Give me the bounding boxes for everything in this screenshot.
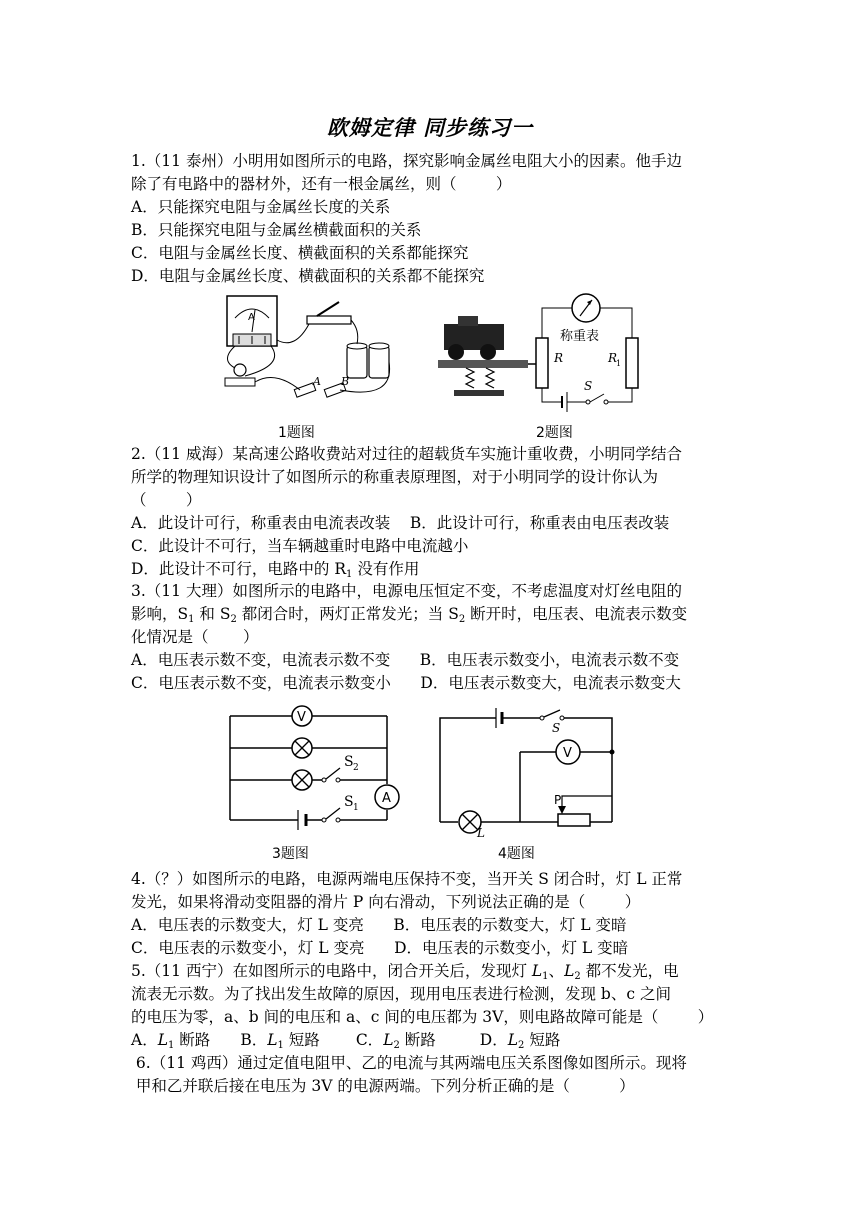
figure-3-circuit <box>222 702 402 837</box>
svg-text:A: A <box>382 791 391 806</box>
q2-stem-line1: 2.（11 威海）某高速公路收费站对过往的超载货车实施计重收费，小明同学结合 <box>131 445 682 463</box>
figure-3-caption: 3题图 <box>272 846 309 862</box>
svg-text:S: S <box>344 794 354 810</box>
q1-option-b: B．只能探究电阻与金属丝横截面积的关系 <box>131 221 422 239</box>
q3-options-ab: A．电压表示数不变，电流表示数不变 B．电压表示数变小，电流表示数不变 <box>131 651 680 669</box>
resistor-r <box>536 338 548 388</box>
q1-option-d: D．电阻与金属丝长度、横截面积的关系都不能探究 <box>131 267 485 285</box>
q6-stem-line2: 甲和乙并联后接在电压为 3V 的电源两端。下列分析正确的是（ ） <box>131 1077 635 1095</box>
q1-option-a: A．只能探究电阻与金属丝长度的关系 <box>131 198 391 216</box>
q3-options-cd: C．电压表示数不变，电流表示数变小 D．电压表示数变大，电流表示数变大 <box>131 674 681 692</box>
scale-platform <box>438 360 528 368</box>
meter-label: 称重表 <box>560 329 600 344</box>
q4-options-cd: C．电压表的示数变小，灯 L 变亮 D．电压表的示数变小，灯 L 变暗 <box>131 939 629 957</box>
q1-stem-line2: 除了有电路中的器材外，还有一根金属丝，则（ ） <box>131 175 512 193</box>
q3-stem-line1: 3.（11 大理）如图所示的电路中，电源电压恒定不变，不考虑温度对灯丝电阻的 <box>131 582 682 600</box>
knife-switch <box>307 316 351 324</box>
figure-1-circuit <box>215 290 415 418</box>
svg-text:S: S <box>344 754 354 770</box>
q1-option-c: C．电阻与金属丝长度、横截面积的关系都能探究 <box>131 244 469 262</box>
q5-stem-line2: 流表无示数。为了找出发生故障的原因，现用电压表进行检测，发现 b、c 之间 <box>131 985 671 1003</box>
svg-text:V: V <box>297 710 306 725</box>
svg-text:1: 1 <box>616 359 622 368</box>
svg-text:S: S <box>584 379 593 393</box>
svg-text:L: L <box>477 826 485 837</box>
svg-text:A: A <box>313 375 321 388</box>
q4-options-ab: A．电压表的示数变大，灯 L 变亮 B．电压表的示数变大，灯 L 变暗 <box>131 916 627 934</box>
q6-stem-line1: 6.（11 鸡西）通过定值电阻甲、乙的电流与其两端电压关系图像如图所示。现将 <box>131 1054 687 1072</box>
q5-options: A．$L_1$ 断路 B．$L_1$ 短路 C．$L_2$ 断路 D．$L_2$ 短路 <box>131 1031 561 1051</box>
battery-2 <box>369 346 389 378</box>
figure-4-circuit <box>430 702 630 837</box>
q2-stem-line3: （ ） <box>131 491 202 509</box>
q2-options-ab: A．此设计可行，称重表由电流表改装 B．此设计可行，称重表由电压表改装 <box>131 514 670 532</box>
figure-1-caption: 1题图 <box>278 425 315 441</box>
switch-s1 <box>326 808 340 819</box>
bulb <box>234 364 246 376</box>
q5-stem-line3: 的电压为零，a、b 间的电压和 a、c 间的电压都为 3V，则电路故障可能是（ ） <box>131 1008 714 1026</box>
switch-s <box>544 710 560 717</box>
slider-p <box>558 806 566 814</box>
q4-stem-line2: 发光，如果将滑动变阻器的滑片 P 向右滑动，下列说法正确的是（ ） <box>131 893 641 911</box>
battery-1 <box>347 346 367 378</box>
q4-stem-line1: 4.（？）如图所示的电路，电源两端电压保持不变，当开关 S 闭合时，灯 L 正常 <box>131 870 683 888</box>
page-title: 欧姆定律 同步练习一 <box>326 115 534 140</box>
svg-text:B: B <box>341 375 350 388</box>
q2-option-d: D．此设计不可行，电路中的 $R_1$ 没有作用 <box>131 560 420 580</box>
q5-stem-line1: 5.（11 西宁）在如图所示的电路中，闭合开关后，发现灯 $L_1$、$L_2$ 都不发光，电 <box>131 962 679 982</box>
resistor-r1 <box>626 338 638 388</box>
fig1-meter-label: A <box>248 312 255 323</box>
svg-text:1: 1 <box>353 803 359 813</box>
svg-text:R: R <box>554 351 564 365</box>
q1-stem-line1: 1.（11 泰州）小明用如图所示的电路，探究影响金属丝电阻大小的因素。他手边 <box>131 152 682 170</box>
svg-text:V: V <box>563 746 572 761</box>
switch-s2 <box>326 768 340 779</box>
q2-option-c: C．此设计不可行，当车辆越重时电路中电流越小 <box>131 537 469 555</box>
rheostat <box>558 814 590 826</box>
q2-stem-line2: 所学的物理知识设计了如图所示的称重表原理图，对于小明同学的设计你认为 <box>131 468 659 486</box>
truck-icon <box>444 316 504 360</box>
figure-2-caption: 2题图 <box>536 425 573 441</box>
figure-2-circuit <box>436 290 656 418</box>
svg-text:2: 2 <box>353 763 359 773</box>
svg-text:S: S <box>552 721 561 735</box>
q3-stem-line3: 化情况是（ ） <box>131 628 259 646</box>
spring-icon <box>466 368 474 388</box>
q3-stem-line2: 影响，$S_1$ 和 $S_2$ 都闭合时，两灯正常发光；当 $S_2$ 断开时，电压表、电流表示数变 <box>131 605 688 625</box>
svg-text:P: P <box>554 793 562 807</box>
figure-4-caption: 4题图 <box>498 846 535 862</box>
svg-text:R: R <box>608 351 618 365</box>
